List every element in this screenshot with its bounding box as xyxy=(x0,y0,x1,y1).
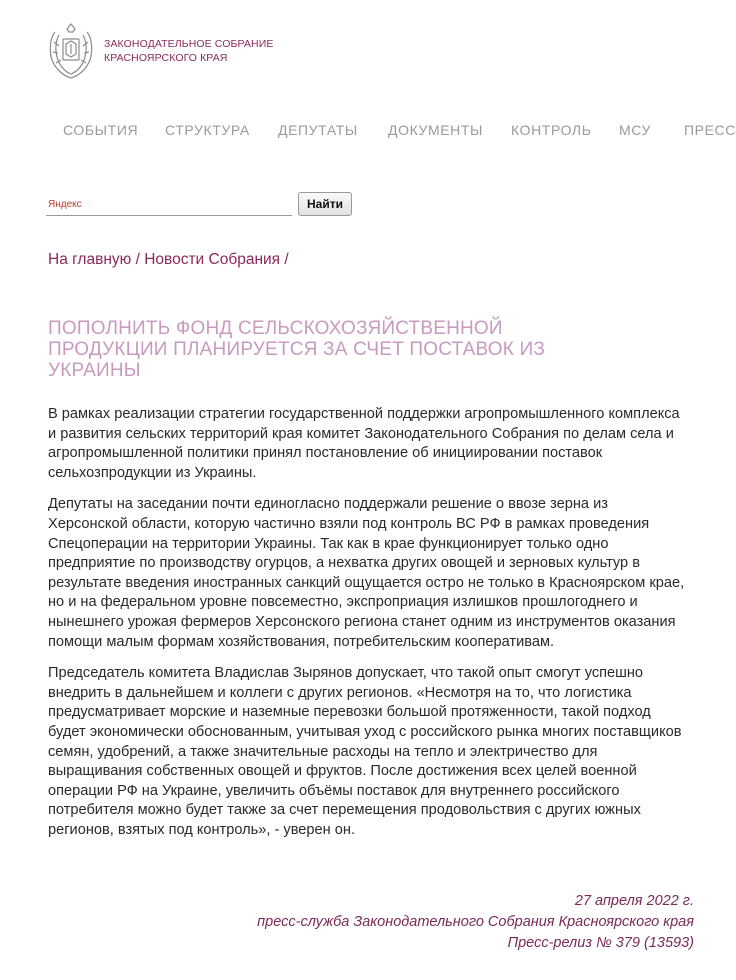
breadcrumb-home-link[interactable]: На главную xyxy=(48,251,132,268)
main-nav xyxy=(0,122,736,146)
org-name-line1: ЗАКОНОДАТЕЛЬНОЕ СОБРАНИЕ xyxy=(104,38,274,50)
breadcrumb-separator: / xyxy=(131,251,145,268)
article-paragraph-2: Депутаты на заседании почти единогласно поддержали решение о ввозе зерна из Херсонской области, которую частично взяли под контроль ВС РФ в рамках проведения Спецоперации на территории Украины. Так как в крае функционирует только одно предприятие по производству огурцов, а нехватка других овощей и зерновых культур в результате введения иностранных санкций ощущается остро не только в Красноярском крае, но и на федеральном уровне повсеместно, экспроприация излишков прошлогоднего и нынешнего урожая фермеров Херсонского региона станет одним из инструментов оказания помощи малым формам хозяйствования, потребительским кооперативам. xyxy=(48,496,685,650)
nav-item-deputies[interactable]: ДЕПУТАТЫ xyxy=(278,122,358,138)
breadcrumb-separator: / xyxy=(280,251,289,268)
nav-item-events[interactable]: СОБЫТИЯ xyxy=(63,122,139,138)
article-source: пресс-служба Законодательного Собрания Красноярского края xyxy=(257,914,694,930)
search-button[interactable]: Найти xyxy=(298,192,352,216)
article-paragraph-3: Председатель комитета Владислав Зырянов допускает, что такой опыт смогут успешно внедрить в дальнейшем и коллеги с других регионов. «Несмотря на то, что логистика предусматривает морские и наземные перевозки большой протяженности, такой подход будет экономически обоснованным, учитывая уход с российского рынка многих поставщиков семян, удобрений, а также значительные расходы на тепло и электричество для выращивания собственных овощей и фруктов. После достижения всех целей военной операции РФ на Украине, увеличить объёмы поставок для внутреннего российского потребителя можно будет также за счет перемещения продовольствия с других южных регионов, взятых под контроль», - уверен он. xyxy=(48,665,682,838)
nav-item-press[interactable]: ПРЕСС xyxy=(684,122,736,138)
nav-item-documents[interactable]: ДОКУМЕНТЫ xyxy=(388,122,484,138)
press-release-number: Пресс-релиз № 379 (13593) xyxy=(507,935,694,951)
article-date: 27 апреля 2022 г. xyxy=(574,893,694,909)
search-input[interactable] xyxy=(46,193,292,216)
coat-of-arms-icon xyxy=(46,22,96,80)
nav-item-structure[interactable]: СТРУКТУРА xyxy=(165,122,250,138)
article-body xyxy=(48,405,688,852)
breadcrumb xyxy=(48,251,289,269)
org-name-line2: КРАСНОЯРСКОГО КРАЯ xyxy=(104,52,228,64)
site-logo[interactable] xyxy=(46,22,273,80)
breadcrumb-section-link[interactable]: Новости Собрания xyxy=(144,251,281,268)
article-title: ПОПОЛНИТЬ ФОНД СЕЛЬСКОХОЗЯЙСТВЕННОЙ ПРОДУКЦИИ ПЛАНИРУЕТСЯ ЗА СЧЕТ ПОСТАВОК ИЗ УКРАИНЫ xyxy=(48,318,546,381)
nav-item-control[interactable]: КОНТРОЛЬ xyxy=(511,122,592,138)
article-signature xyxy=(257,891,694,954)
nav-item-msu[interactable]: МСУ xyxy=(619,122,652,138)
search-bar xyxy=(46,192,352,216)
article-paragraph-1: В рамках реализации стратегии государственной поддержки агропромышленного комплекса и развития сельских территорий края комитет Законодательного Собрания по делам села и агропромышленной политики принял постановление об инициировании поставок сельхозпродукции из Украины. xyxy=(48,406,680,481)
